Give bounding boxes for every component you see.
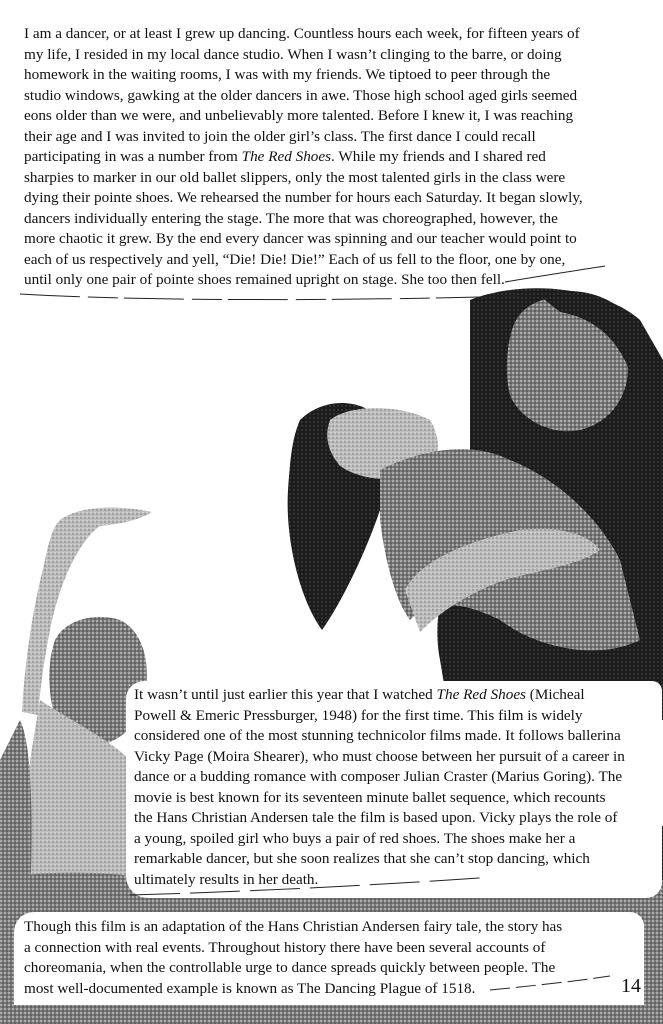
p2-line-6: movie is best known for its seventeen minute ballet sequence, which recounts bbox=[134, 788, 606, 806]
p1-line-12: each of us respectively and yell, “Die! Die! Die!” Each of us fell to the floor, one by one, bbox=[24, 250, 566, 268]
page-number: 14 bbox=[621, 975, 641, 997]
p1-line-6: their age and I was invited to join the older girl’s class. The first dance I could recall bbox=[24, 127, 536, 145]
p1-line-7b: . While my friends and I shared red bbox=[331, 148, 546, 165]
p2-line-7: the Hans Christian Andersen tale the film is based upon. Vicky plays the role of bbox=[134, 809, 618, 826]
p1-line-4: studio windows, gawking at the older dancers in awe. Those high school aged girls seemed bbox=[24, 86, 578, 104]
p1-line-1: I am a dancer, or at least I grew up dancing. Countless hours each week, for fifteen years of bbox=[24, 25, 580, 42]
film-paragraph bbox=[126, 681, 662, 898]
p3-line-2: a connection with real events. Throughout history there have been several accounts of bbox=[24, 938, 546, 956]
p2-line-2: Powell & Emeric Pressburger, 1948) for the first time. This film is widely bbox=[134, 706, 583, 724]
p1-line-7a: participating in was a number from bbox=[24, 148, 242, 165]
film-title: The Red Shoes bbox=[241, 148, 332, 165]
p3-line-1: Though this film is an adaptation of the Hans Christian Andersen fairy tale, the story has bbox=[24, 918, 563, 935]
film-title: The Red Shoes bbox=[436, 686, 526, 703]
p2-line-10: ultimately results in her death. bbox=[134, 870, 319, 888]
p2-line-1a: It wasn’t until just earlier this year that I watched bbox=[134, 686, 437, 703]
p1-line-8: sharpies to marker in our old ballet slippers, only the most talented girls in the class were bbox=[24, 168, 566, 186]
p1-line-2: my life, I resided in my local dance studio. When I wasn’t clinging to the barre, or doing bbox=[24, 45, 562, 63]
p1-line-10: dancers individually entering the stage. The more that was choreographed, however, the bbox=[24, 209, 558, 227]
p3-line-3: choreomania, when the controllable urge to dance spreads quickly between people. The bbox=[24, 959, 556, 976]
p2-line-3: considered one of the most stunning technicolor films made. It follows ballerina bbox=[134, 727, 621, 744]
p2-line-4: Vicky Page (Moira Shearer), who must choose between her pursuit of a career in bbox=[134, 747, 625, 765]
p2-line-1b: (Micheal bbox=[525, 686, 585, 703]
p2-line-8: a young, spoiled girl who buys a pair of red shoes. The shoes make her a bbox=[134, 829, 576, 847]
p1-line-3: homework in the waiting rooms, I was with my friends. We tiptoed to peer through the bbox=[24, 66, 551, 83]
p1-line-11: more chaotic it grew. By the end every dancer was spinning and our teacher would point to bbox=[24, 230, 577, 247]
p2-line-5: dance or a budding romance with composer Julian Craster (Marius Goring). The bbox=[134, 768, 623, 785]
p3-line-4: most well-documented example is known as The Dancing Plague of 1518. bbox=[24, 979, 476, 997]
p2-line-9: remarkable dancer, but she soon realizes that she can’t stop dancing, which bbox=[134, 850, 590, 867]
dancing-couple-photo bbox=[288, 288, 663, 720]
history-paragraph bbox=[14, 912, 644, 1005]
p1-line-9: dying their pointe shoes. We rehearsed the number for hours each Saturday. It began slowly, bbox=[24, 189, 583, 206]
p1-line-5: eons older than we were, and unbelievably more talented. Before I knew it, I was reaching bbox=[24, 107, 574, 124]
p1-line-13: until only one pair of pointe shoes remained upright on stage. She too then fell. bbox=[24, 271, 505, 288]
